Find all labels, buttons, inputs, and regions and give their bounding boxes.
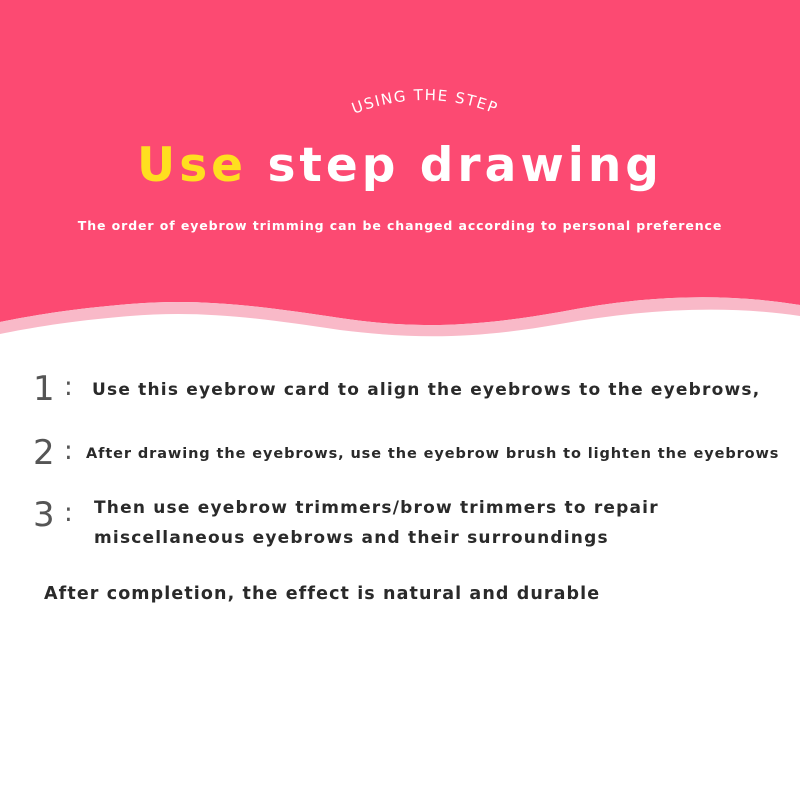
arc-label-text: USING THE STEP — [349, 85, 501, 118]
step-number: 2 — [33, 433, 55, 473]
step-separator: : — [64, 372, 73, 402]
step-separator: : — [64, 436, 73, 466]
page-subtitle: The order of eyebrow trimming can be changed according to personal preference — [77, 218, 723, 233]
page-title — [0, 138, 800, 193]
title-accent-word: Use — [137, 138, 248, 193]
step-text-line-2: miscellaneous eyebrows and their surroundings — [94, 528, 609, 548]
step-number: 1 — [33, 369, 55, 409]
step-text: After drawing the eyebrows, use the eyebrow brush to lighten the eyebrows — [86, 446, 780, 462]
svg-text:USING THE STEP — [349, 86, 501, 118]
step-text-line-1: Then use eyebrow trimmers/brow trimmers to repair — [94, 498, 659, 518]
completion-note: After completion, the effect is natural and durable — [44, 584, 601, 604]
step-separator: : — [64, 498, 73, 528]
step-text: Use this eyebrow card to align the eyebrows to the eyebrows, — [92, 380, 761, 400]
step-number: 3 — [33, 495, 55, 535]
title-rest: step drawing — [267, 138, 663, 193]
